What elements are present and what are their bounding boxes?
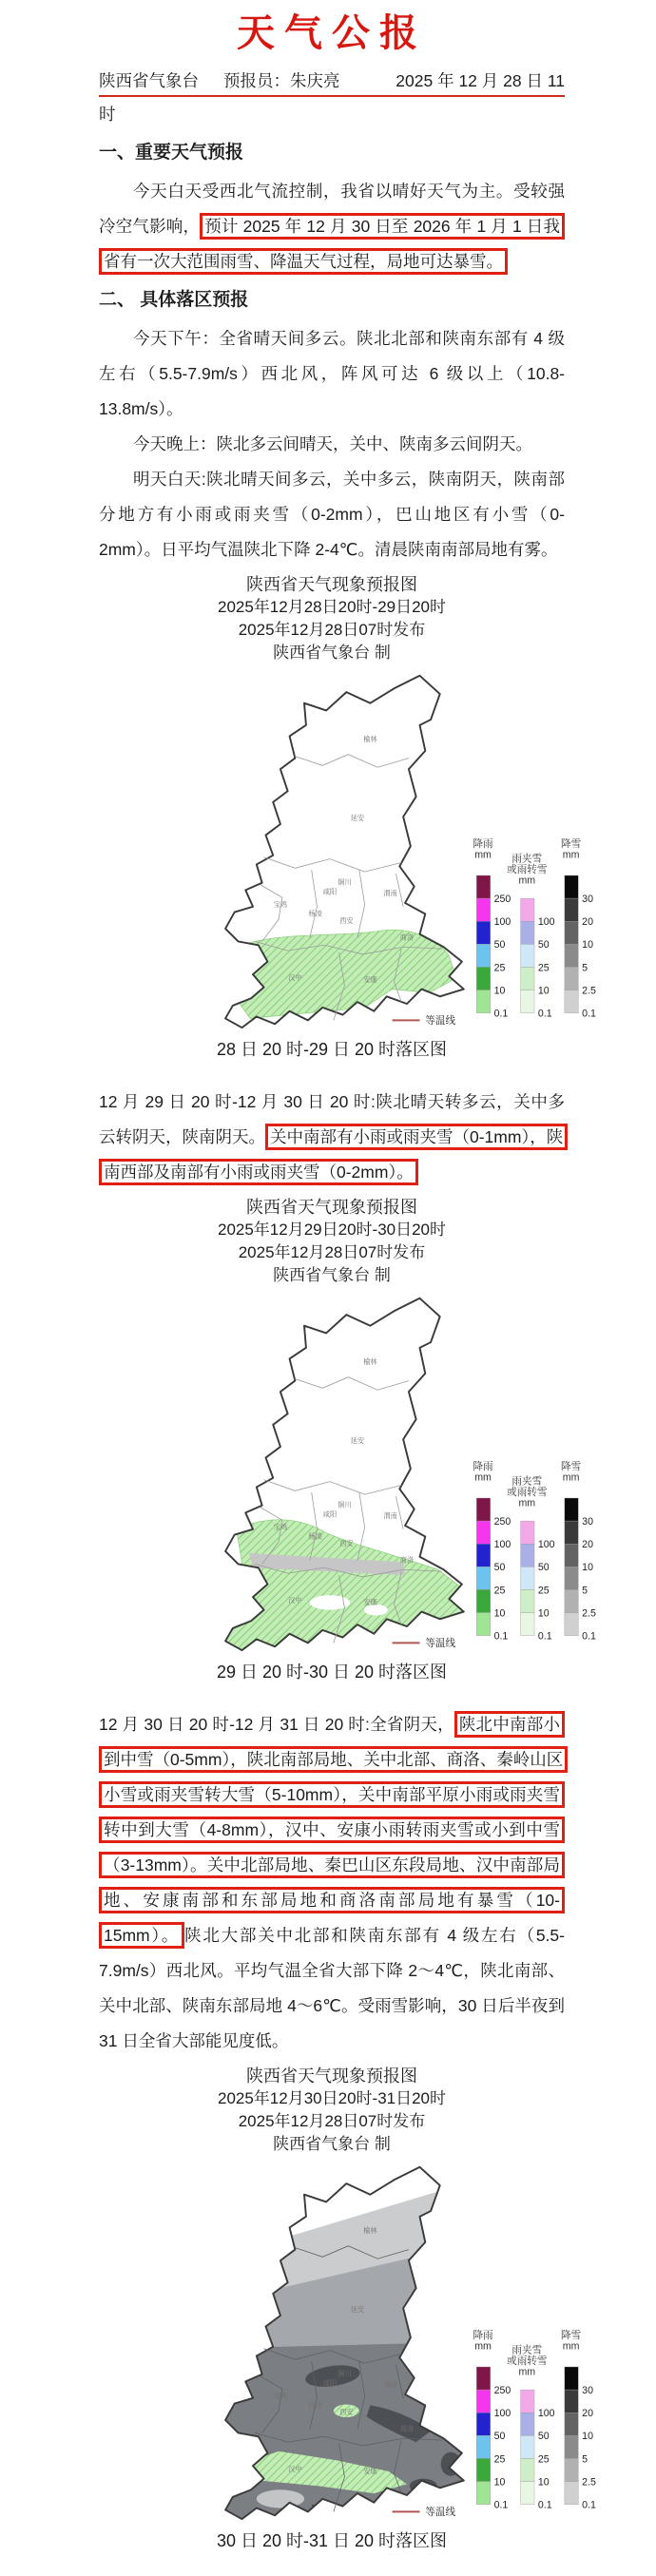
- section-heading-1: 一、重要天气预报: [99, 143, 244, 163]
- doc-header: [99, 68, 565, 97]
- svg-text:0.1: 0.1: [537, 1630, 552, 1643]
- svg-text:10: 10: [493, 985, 506, 997]
- svg-text:250: 250: [493, 1515, 511, 1528]
- svg-text:20: 20: [582, 1539, 593, 1551]
- svg-text:0.1: 0.1: [493, 1630, 509, 1643]
- paragraph-text: 12 月 29 日 20 时-12 月 30 日 20 时:陕北晴天转多云，关中多云转阴天，陕南阴天。: [99, 1092, 565, 1146]
- svg-text:5: 5: [582, 1585, 588, 1597]
- svg-text:mm: mm: [562, 1471, 580, 1484]
- map-legend: [393, 1460, 596, 1649]
- legend-sleet-bar: [521, 2390, 534, 2505]
- paragraph-today-afternoon: 今天下午：全省晴天间多云。陕北北部和陕南东部有 4 级左右（5.5-7.9m/s）西北风，阵风可达 6 级以上（10.8-13.8m/s）。: [99, 329, 565, 418]
- svg-text:0.1: 0.1: [582, 1008, 596, 1020]
- svg-text:10: 10: [493, 1607, 506, 1620]
- svg-text:10: 10: [537, 985, 550, 997]
- svg-text:10: 10: [582, 2431, 593, 2443]
- svg-text:20: 20: [582, 2408, 593, 2420]
- header-office: 陕西省气象台: [99, 71, 199, 90]
- svg-text:mm: mm: [518, 2366, 536, 2378]
- svg-text:25: 25: [493, 1585, 506, 1597]
- svg-text:100: 100: [537, 916, 555, 929]
- map-caption-period: 2025年12月30日20时-31日20时: [217, 2089, 447, 2107]
- svg-text:延安: 延安: [350, 2305, 365, 2315]
- map3-footer-caption: 30 日 20 时-31 日 20 时落区图: [216, 2531, 448, 2550]
- svg-text:mm: mm: [474, 849, 492, 861]
- svg-text:雨夹雪: 雨夹雪: [511, 1475, 543, 1488]
- map3-caption-block: [99, 2065, 565, 2156]
- map-caption-maker: 陕西省气象台 制: [273, 1266, 391, 1284]
- svg-text:西安: 西安: [339, 1539, 354, 1548]
- important-forecast-paragraph: [99, 174, 565, 279]
- svg-text:2.5: 2.5: [582, 1607, 596, 1620]
- isoline-label: 等温线: [425, 2507, 456, 2519]
- svg-text:100: 100: [493, 2408, 511, 2420]
- legend-snow-bar: [565, 875, 578, 1013]
- map-figure-2: [99, 1196, 596, 1684]
- map-legend: [393, 2329, 596, 2518]
- svg-text:铜川: 铜川: [338, 2369, 352, 2378]
- legend-snow-bar: [565, 2367, 578, 2505]
- svg-text:25: 25: [493, 962, 506, 974]
- legend-sleet-bar: [521, 1521, 534, 1636]
- svg-text:安康: 安康: [363, 974, 377, 984]
- svg-text:mm: mm: [562, 2340, 580, 2353]
- svg-text:20: 20: [582, 916, 593, 929]
- svg-text:50: 50: [537, 1562, 550, 1574]
- paragraph-tonight: 今天晚上：陕北多云间晴天，关中、陕南多云间阴天。: [133, 434, 532, 453]
- svg-text:汉中: 汉中: [288, 2464, 302, 2473]
- svg-text:250: 250: [493, 893, 511, 905]
- map-caption-title: 陕西省天气现象预报图: [246, 575, 417, 594]
- svg-text:降雨: 降雨: [473, 838, 493, 851]
- svg-text:2.5: 2.5: [582, 2476, 596, 2489]
- svg-text:榆林: 榆林: [363, 735, 377, 744]
- legend-rain-bar: [476, 1498, 490, 1636]
- svg-text:2.5: 2.5: [582, 985, 596, 997]
- svg-text:铜川: 铜川: [338, 1500, 352, 1509]
- svg-text:10: 10: [537, 1607, 550, 1620]
- svg-text:渭南: 渭南: [383, 889, 397, 898]
- svg-text:渭南: 渭南: [383, 1511, 397, 1521]
- province-map-1: [99, 666, 612, 1033]
- svg-text:100: 100: [537, 2408, 555, 2420]
- svg-text:0.1: 0.1: [493, 2499, 509, 2511]
- map-caption-period: 2025年12月28日20时-29日20时: [217, 598, 447, 616]
- svg-text:5: 5: [582, 962, 588, 974]
- svg-text:宝鸡: 宝鸡: [273, 1522, 288, 1531]
- paragraph-text: 12 月 30 日 20 时-12 月 31 日 20 时:全省阴天，: [99, 1715, 454, 1734]
- svg-text:100: 100: [493, 1539, 511, 1551]
- svg-text:5: 5: [582, 2453, 588, 2466]
- map-caption-period: 2025年12月29日20时-30日20时: [217, 1221, 447, 1239]
- svg-text:商洛: 商洛: [399, 1555, 415, 1565]
- isoline-label: 等温线: [425, 1015, 456, 1028]
- section-heading-2: 二、 具体落区预报: [99, 290, 249, 310]
- legend-sleet-bar: [521, 898, 534, 1013]
- svg-text:宝鸡: 宝鸡: [273, 899, 288, 909]
- paragraph-tomorrow: 明天白天:陕北晴天间多云，关中多云，陕南阴天，陕南部分地方有小雨或雨夹雪（0-2mm），巴山地区有小雪（0-2mm）。日平均气温陕北下降 2-4℃。清晨陕南南部局地有雾。: [99, 470, 565, 559]
- svg-text:50: 50: [537, 2431, 550, 2443]
- svg-text:0.1: 0.1: [493, 1008, 509, 1020]
- svg-text:mm: mm: [562, 849, 580, 861]
- svg-text:mm: mm: [474, 2340, 492, 2353]
- svg-text:降雪: 降雪: [561, 838, 582, 851]
- svg-text:西安: 西安: [339, 916, 354, 926]
- svg-text:杨凌: 杨凌: [308, 2400, 322, 2410]
- map-figure-3: [99, 2065, 596, 2553]
- svg-text:降雪: 降雪: [561, 1461, 582, 1473]
- svg-text:或雨转雪: 或雨转雪: [507, 864, 548, 876]
- svg-text:10: 10: [493, 2476, 506, 2489]
- svg-text:降雪: 降雪: [561, 2330, 582, 2342]
- svg-text:或雨转雪: 或雨转雪: [507, 1487, 548, 1499]
- svg-text:安康: 安康: [363, 1597, 377, 1606]
- svg-text:榆林: 榆林: [363, 1357, 377, 1367]
- svg-text:西安: 西安: [339, 2408, 354, 2417]
- svg-text:降雨: 降雨: [473, 2330, 493, 2342]
- map-caption-title: 陕西省天气现象预报图: [246, 1198, 417, 1217]
- forecast-3031-paragraph: [99, 1707, 565, 2059]
- svg-text:渭南: 渭南: [383, 2380, 397, 2390]
- svg-text:50: 50: [493, 2431, 506, 2443]
- svg-text:商洛: 商洛: [399, 2424, 415, 2433]
- svg-text:0.1: 0.1: [537, 2499, 552, 2511]
- svg-text:mm: mm: [518, 1497, 536, 1509]
- highlight-box-3: 陕北中南部小到中雪（0-5mm），陕北南部局地、关中北部、商洛、秦岭山区小雪或雨夹雪转大雪（5-10mm），关中南部平原小雨或雨夹雪转中到大雪（4-8mm），汉中、安康小雨转雨夹雪或小到中雪（3-13mm）。关中北部局地、秦巴山区东段局地、汉中南部局地、安康南部和东部局地和商洛南部局地有暴雪（10-15mm）。: [99, 1711, 568, 1949]
- svg-text:100: 100: [493, 916, 511, 929]
- svg-text:10: 10: [582, 939, 593, 952]
- svg-text:250: 250: [493, 2384, 511, 2396]
- svg-text:0.1: 0.1: [582, 2499, 596, 2511]
- map-figure-1: [99, 573, 596, 1062]
- map-caption-title: 陕西省天气现象预报图: [246, 2067, 417, 2086]
- svg-text:安康: 安康: [363, 2466, 377, 2475]
- map-caption-maker: 陕西省气象台 制: [273, 2135, 391, 2153]
- legend-snow-bar: [565, 1498, 578, 1636]
- svg-text:咸阳: 咸阳: [322, 2378, 338, 2388]
- province-map-2: [99, 1289, 612, 1656]
- svg-text:100: 100: [537, 1539, 555, 1551]
- svg-text:30: 30: [582, 2384, 593, 2396]
- svg-text:咸阳: 咸阳: [322, 887, 338, 896]
- svg-text:铜川: 铜川: [338, 877, 352, 887]
- legend-rain-bar: [476, 875, 490, 1013]
- svg-text:30: 30: [582, 893, 593, 905]
- paragraph-text: 今天白天受西北气流控制，我省以晴好天气为主。受较强冷空气影响，: [99, 182, 565, 236]
- highlight-box-1: 预计 2025 年 12 月 30 日至 2026 年 1 月 1 日我省有一次大范围雨雪、降温天气过程，局地可达暴雪。: [99, 213, 565, 275]
- header-datetime: 2025 年 12 月 28 日 11: [396, 71, 565, 90]
- isoline-label: 等温线: [425, 1638, 456, 1650]
- svg-text:杨凌: 杨凌: [308, 1531, 322, 1541]
- svg-text:延安: 延安: [350, 814, 365, 823]
- map-caption-issued: 2025年12月28日07时发布: [238, 621, 426, 639]
- map1-caption-block: [99, 573, 565, 664]
- map-caption-issued: 2025年12月28日07时发布: [238, 2112, 426, 2130]
- rain-fill-areas: [235, 930, 456, 1018]
- svg-text:25: 25: [537, 2453, 550, 2466]
- map1-footer-caption: 28 日 20 时-29 日 20 时落区图: [216, 1040, 448, 1059]
- svg-text:mm: mm: [518, 875, 536, 887]
- highlight-box-2: 关中南部有小雨或雨夹雪（0-1mm），陕南西部及南部有小雨或雨夹雪（0-2mm）。: [99, 1124, 568, 1185]
- map-caption-issued: 2025年12月28日07时发布: [238, 1243, 426, 1261]
- svg-text:50: 50: [537, 939, 550, 952]
- svg-text:宝鸡: 宝鸡: [273, 2391, 288, 2400]
- svg-text:0.1: 0.1: [537, 1008, 552, 1020]
- svg-text:汉中: 汉中: [288, 972, 302, 982]
- svg-text:雨夹雪: 雨夹雪: [511, 853, 543, 865]
- map2-footer-caption: 29 日 20 时-30 日 20 时落区图: [216, 1663, 448, 1682]
- svg-text:商洛: 商洛: [399, 932, 415, 942]
- header-forecaster: 预报员：朱庆亮: [223, 71, 340, 90]
- svg-text:汉中: 汉中: [288, 1595, 302, 1605]
- svg-text:延安: 延安: [350, 1436, 365, 1446]
- svg-text:0.1: 0.1: [582, 1630, 596, 1643]
- forecast-2930-paragraph: [99, 1085, 565, 1190]
- map-legend: [393, 837, 596, 1027]
- map2-caption-block: [99, 1196, 565, 1287]
- svg-text:杨凌: 杨凌: [308, 909, 322, 918]
- svg-text:雨夹雪: 雨夹雪: [511, 2344, 543, 2356]
- legend-rain-bar: [476, 2367, 490, 2505]
- svg-text:50: 50: [493, 939, 506, 952]
- svg-text:榆林: 榆林: [363, 2226, 377, 2236]
- svg-text:咸阳: 咸阳: [322, 1509, 338, 1519]
- svg-text:10: 10: [582, 1562, 593, 1574]
- doc-title: 天气公报: [237, 12, 427, 54]
- svg-text:mm: mm: [474, 1471, 492, 1484]
- svg-text:25: 25: [493, 2453, 506, 2466]
- paragraph-text: 陕北大部关中北部和陕南东部有 4 级左右（5.5-7.9m/s）西北风。平均气温全省大部下降 2～4℃，陕北南部、关中北部、陕南东部局地 4～6℃。受雨雪影响，30 日后半夜到 31 日全省大部能见度低。: [99, 1926, 565, 2050]
- svg-text:25: 25: [537, 962, 550, 974]
- svg-text:10: 10: [537, 2476, 550, 2489]
- header-datetime-wrap: 时: [99, 105, 116, 124]
- snow-fill-areas: [209, 2191, 503, 2525]
- svg-text:25: 25: [537, 1585, 550, 1597]
- map-caption-maker: 陕西省气象台 制: [273, 644, 391, 662]
- svg-text:或雨转雪: 或雨转雪: [507, 2355, 548, 2368]
- svg-text:降雨: 降雨: [473, 1461, 493, 1473]
- svg-text:30: 30: [582, 1515, 593, 1528]
- province-map-3: [99, 2158, 612, 2525]
- svg-text:50: 50: [493, 1562, 506, 1574]
